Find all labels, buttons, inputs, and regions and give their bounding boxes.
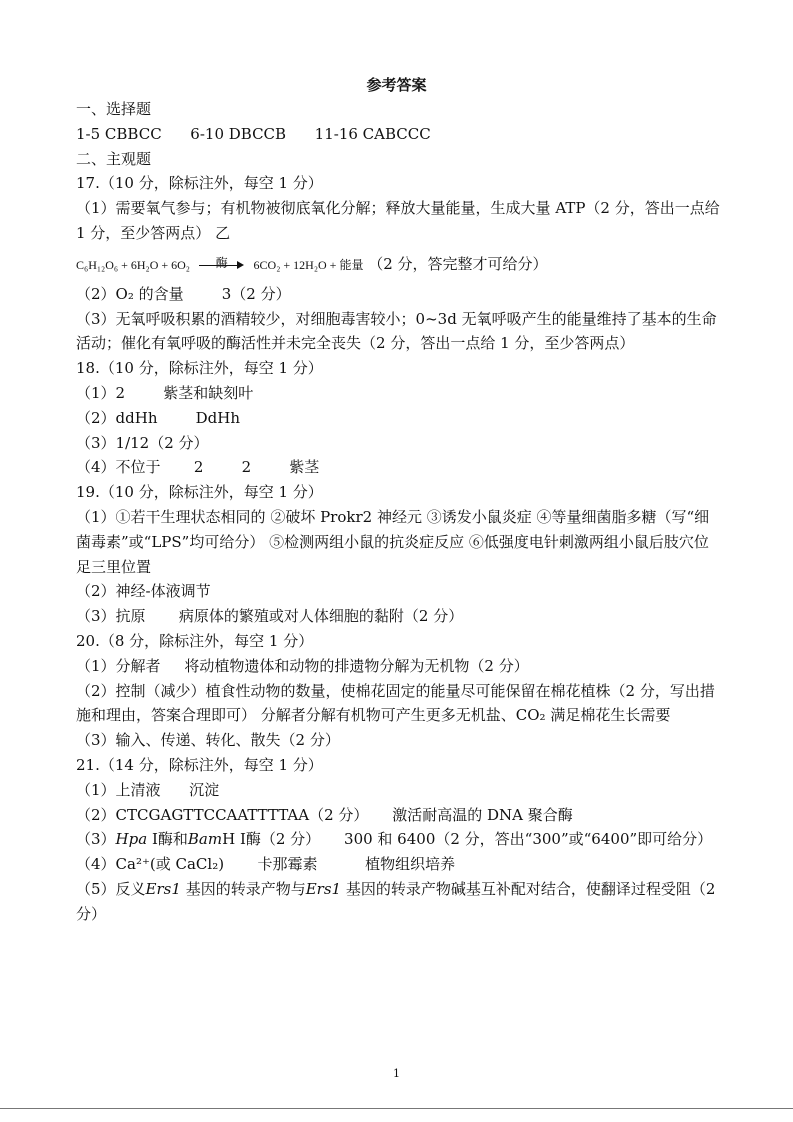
q18-answer-3: （3）1/12（2 分） — [76, 433, 209, 452]
q18-answer-4: （4）不位于 2 2 紫茎 — [76, 458, 320, 477]
equation-reactants: C₆H₁₂O₆ + 6H₂O + 6O₂ — [76, 257, 190, 272]
q21-heading: 21.（14 分，除标注外，每空 1 分） — [76, 755, 323, 774]
q19-answer-2: （2）神经-体液调节 — [76, 582, 211, 601]
q17-heading: 17.（10 分，除标注外，每空 1 分） — [76, 174, 323, 193]
q17-answer-1: （1）需要氧气参与；有机物被彻底氧化分解；释放大量能量，生成大量 ATP（2 分，答出一点给 1 分，至少答两点） 乙 — [76, 199, 720, 242]
page-number: 1 — [393, 1067, 400, 1080]
q21-a5-part1: （5）反义 — [76, 879, 146, 898]
enzyme-label: 酶 — [215, 255, 228, 270]
section-heading-choice: 一、选择题 — [76, 100, 152, 118]
page-divider — [0, 1108, 793, 1109]
q21-a5-part3: 基因的转录产物碱基互补配对结合，使翻译过程受阻（2 分） — [76, 879, 716, 923]
hpa-italic: Hpa — [115, 830, 148, 849]
answer-content — [76, 97, 722, 927]
choice-answers: 1-5 CBBCC 6-10 DBCCB 11-16 CABCCC — [76, 124, 431, 143]
q19-answer-3: （3）抗原 病原体的繁殖或对人体细胞的黏附（2 分） — [76, 607, 464, 626]
q17-answer-3: （3）无氧呼吸积累的酒精较少，对细胞毒害较小；0~3d 无氧呼吸产生的能量维持了基本的生命活动；催化有氧呼吸的酶活性并未完全丧失（2 分，答出一点给 1 分，至少答两点） — [76, 309, 717, 353]
ers1-italic-2: Ers1 — [305, 879, 342, 898]
reaction-arrow — [199, 255, 245, 275]
q18-answer-2: （2）ddHh DdHh — [76, 408, 241, 427]
equation-note: （2 分，答完整才可给分） — [368, 254, 548, 273]
q21-answer-5 — [76, 877, 722, 927]
page-title: 参考答案 — [366, 76, 427, 94]
q21-a3-mid: Ⅰ酶和 — [147, 830, 188, 849]
q21-answer-1: （1）上清液 沉淀 — [76, 780, 220, 799]
section-heading-subjective: 二、主观题 — [76, 149, 152, 168]
q21-answer-3 — [76, 827, 722, 852]
q21-a3-rest: H Ⅰ酶（2 分） 300 和 6400（2 分，答出“300”或“6400”即可给分） — [222, 830, 713, 849]
q20-answer-1: （1）分解者 将动植物遗体和动物的排遗物分解为无机物（2 分） — [76, 656, 529, 675]
ers1-italic: Ers1 — [145, 879, 181, 898]
q21-answer-4: （4）Ca²⁺(或 CaCl₂) 卡那霉素 植物组织培养 — [76, 855, 456, 874]
q20-answer-2: （2）控制（减少）植食性动物的数量，使棉花固定的能量尽可能保留在棉花植株（2 分，写出措施和理由，答案合理即可） 分解者分解有机物可产生更多无机盐、CO₂ 满足棉花生长需要 — [76, 681, 715, 725]
bam-italic: Bam — [187, 830, 223, 849]
q17-equation — [76, 246, 722, 282]
q20-answer-3: （3）输入、传递、转化、散失（2 分） — [76, 731, 340, 750]
q18-answer-1: （1）2 紫茎和缺刻叶 — [76, 383, 254, 402]
q20-heading: 20.（8 分，除标注外，每空 1 分） — [76, 631, 314, 650]
q21-answer-2: （2）CTCGAGTTCCAATTTTAA（2 分） 激活耐高温的 DNA 聚合酶 — [76, 805, 573, 824]
equation-products: 6CO₂ + 12H₂O + 能量 — [253, 257, 364, 272]
q18-heading: 18.（10 分，除标注外，每空 1 分） — [76, 359, 323, 378]
q19-answer-1: （1）①若干生理状态相同的 ②破坏 Prokr2 神经元 ③诱发小鼠炎症 ④等量细菌脂多糖（写“细菌毒素”或“LPS”均可给分） ⑤检测两组小鼠的抗炎症反应 ⑥低强度电针刺激两组小鼠后肢穴位足三里位置 — [76, 507, 710, 576]
q21-a3-prefix: （3） — [76, 830, 116, 849]
q17-answer-2: （2）O₂ 的含量 3（2 分） — [76, 284, 291, 303]
q21-a5-part2: 基因的转录产物与 — [180, 879, 306, 898]
q19-heading: 19.（10 分，除标注外，每空 1 分） — [76, 483, 323, 502]
